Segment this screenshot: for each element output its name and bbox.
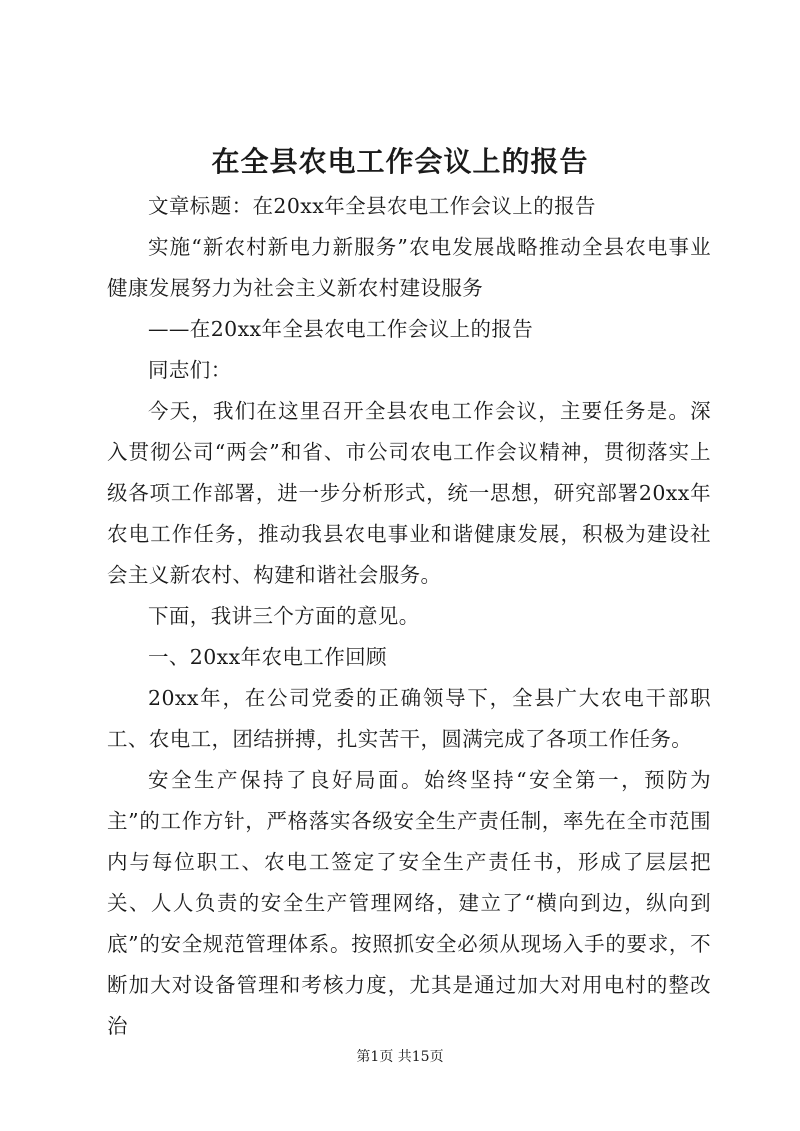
document-title: 在全县农电工作会议上的报告: [211, 145, 589, 178]
paragraph-outline: 下面，我讲三个方面的意见。: [148, 604, 420, 628]
paragraph-subtitle: ——在20xx年全县农电工作会议上的报告: [148, 317, 534, 341]
paragraph-safety: 安全生产保持了良好局面。始终坚持“安全第一，预防为主”的工作方针，严格落实各级安全生产责任制，率先在全市范围内与每位职工、农电工签定了安全生产责任书，形成了层层把关、人人负责的安全生产管理网络，建立了“横向到边，纵向到底”的安全规范管理体系。按照抓安全必须从现场入手的要求，不断加大对设备管理和考核力度，尤其是通过加大对用电村的整改治: [107, 768, 711, 1038]
page-footer: 第1页 共15页: [356, 1049, 444, 1065]
document-body: [107, 186, 711, 1047]
paragraph-review: 20xx年，在公司党委的正确领导下，全县广大农电干部职工、农电工，团结拼搏，扎实苦干，圆满完成了各项工作任务。: [107, 686, 711, 751]
section-heading-1: 一、20xx年农电工作回顾: [148, 645, 387, 669]
paragraph-article-title: 文章标题：在20xx年全县农电工作会议上的报告: [148, 194, 596, 218]
paragraph-headline: 实施“新农村新电力新服务”农电发展战略推动全县农电事业健康发展努力为社会主义新农村建设服务: [107, 235, 711, 300]
paragraph-salutation: 同志们：: [148, 358, 232, 382]
paragraph-intro: 今天，我们在这里召开全县农电工作会议，主要任务是。深入贯彻公司“两会”和省、市公司农电工作会议精神，贯彻落实上级各项工作部署，进一步分析形式，统一思想，研究部署20xx年农电工作任务，推动我县农电事业和谐健康发展，积极为建设社会主义新农村、构建和谐社会服务。: [107, 399, 711, 587]
